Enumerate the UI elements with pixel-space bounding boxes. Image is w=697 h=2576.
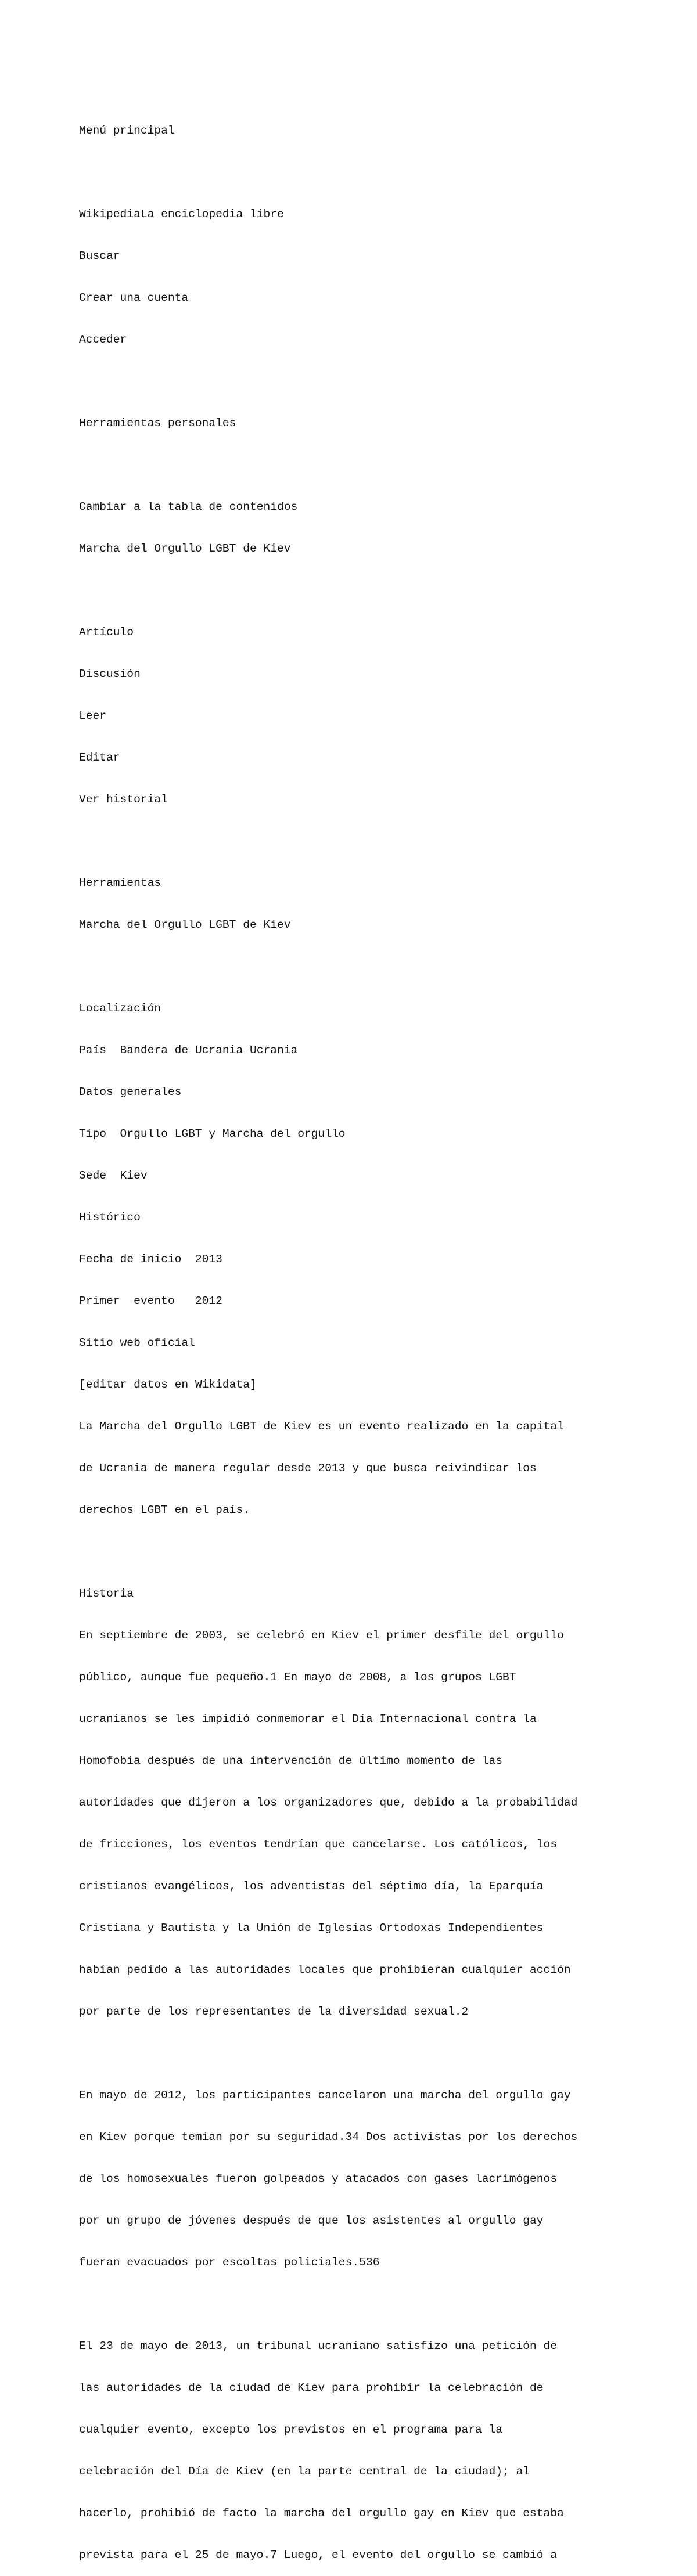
- paragraph-line: por parte de los representantes de la diversidad sexual.2: [79, 2005, 469, 2018]
- paragraph-line: fueran evacuados por escoltas policiales.536: [79, 2256, 380, 2269]
- personal-tools-button[interactable]: Herramientas personales: [79, 417, 236, 430]
- create-account-link[interactable]: Crear una cuenta: [79, 291, 189, 304]
- main-menu-button[interactable]: Menú principal: [79, 124, 175, 137]
- tab-article[interactable]: Artículo: [79, 626, 134, 639]
- paragraph-line: Homofobia después de una intervención de último momento de las: [79, 1754, 503, 1767]
- paragraph-line: En mayo de 2012, los participantes cancelaron una marcha del orgullo gay: [79, 2089, 571, 2102]
- paragraph-line: autoridades que dijeron a los organizadores que, debido a la probabilidad: [79, 1796, 578, 1809]
- infobox-row-country[interactable]: País Bandera de Ucrania Ucrania: [79, 1044, 298, 1057]
- tab-talk[interactable]: Discusión: [79, 668, 141, 680]
- section-heading-history: Historia: [79, 1587, 134, 1600]
- paragraph-line: las autoridades de la ciudad de Kiev para prohibir la celebración de: [79, 2382, 544, 2394]
- paragraph-line: prevista para el 25 de mayo.7 Luego, el evento del orgullo se cambió a: [79, 2549, 558, 2561]
- page-content: [79, 96, 660, 2576]
- paragraph-line: celebración del Día de Kiev (en la parte central de la ciudad); al: [79, 2465, 530, 2478]
- login-link[interactable]: Acceder: [79, 333, 127, 346]
- intro-line: La Marcha del Orgullo LGBT de Kiev es un evento realizado en la capital: [79, 1420, 564, 1433]
- paragraph-line: cristianos evangélicos, los adventistas del séptimo día, la Eparquía: [79, 1880, 544, 1893]
- wikidata-edit-link[interactable]: [editar datos en Wikidata]: [79, 1378, 257, 1391]
- tab-read[interactable]: Leer: [79, 709, 107, 722]
- paragraph-line: En septiembre de 2003, se celebró en Kiev el primer desfile del orgullo: [79, 1629, 564, 1642]
- tab-edit[interactable]: Editar: [79, 751, 120, 764]
- infobox-row-website[interactable]: Sitio web oficial: [79, 1336, 195, 1349]
- infobox-section-location: Localización: [79, 1002, 161, 1015]
- infobox-row-seat[interactable]: Sede Kiev: [79, 1169, 148, 1182]
- spacer: [79, 374, 660, 388]
- page-title: Marcha del Orgullo LGBT de Kiev: [79, 542, 291, 555]
- spacer: [79, 2297, 660, 2311]
- paragraph-line: público, aunque fue pequeño.1 En mayo de 2008, a los grupos LGBT: [79, 1671, 516, 1684]
- spacer: [79, 2047, 660, 2060]
- paragraph-line: habían pedido a las autoridades locales que prohibieran cualquier acción: [79, 1963, 571, 1976]
- paragraph-line: hacerlo, prohibió de facto la marcha del orgullo gay en Kiev que estaba: [79, 2507, 564, 2520]
- intro-line: derechos LGBT en el país.: [79, 1504, 250, 1516]
- spacer: [79, 458, 660, 472]
- paragraph-line: ucranianos se les impidió conmemorar el Día Internacional contra la: [79, 1713, 537, 1725]
- search-link[interactable]: Buscar: [79, 250, 120, 262]
- paragraph-line: por un grupo de jóvenes después de que los asistentes al orgullo gay: [79, 2214, 544, 2227]
- infobox-row-type[interactable]: Tipo Orgullo LGBT y Marcha del orgullo: [79, 1127, 346, 1140]
- tools-button[interactable]: Herramientas: [79, 877, 161, 889]
- paragraph-line: en Kiev porque temían por su seguridad.34 Dos activistas por los derechos: [79, 2131, 578, 2143]
- infobox-title: Marcha del Orgullo LGBT de Kiev: [79, 918, 291, 931]
- spacer: [79, 165, 660, 179]
- paragraph-line: El 23 de mayo de 2013, un tribunal ucraniano satisfizo una petición de: [79, 2340, 558, 2352]
- spacer: [79, 960, 660, 974]
- spacer: [79, 1545, 660, 1559]
- paragraph-line: de los homosexuales fueron golpeados y atacados con gases lacrimógenos: [79, 2173, 558, 2185]
- infobox-row-start-date: Fecha de inicio 2013: [79, 1253, 222, 1266]
- infobox-section-general: Datos generales: [79, 1086, 182, 1098]
- toggle-toc-button[interactable]: Cambiar a la tabla de contenidos: [79, 500, 298, 513]
- paragraph-line: Cristiana y Bautista y la Unión de Iglesias Ortodoxas Independientes: [79, 1922, 544, 1934]
- wikipedia-logo[interactable]: WikipediaLa enciclopedia libre: [79, 208, 284, 221]
- infobox-section-history: Histórico: [79, 1211, 141, 1224]
- tab-history[interactable]: Ver historial: [79, 793, 168, 806]
- spacer: [79, 583, 660, 597]
- infobox-row-first-event: Primer evento 2012: [79, 1295, 222, 1307]
- spacer: [79, 834, 660, 848]
- paragraph-line: cualquier evento, excepto los previstos en el programa para la: [79, 2423, 503, 2436]
- intro-line: de Ucrania de manera regular desde 2013 y que busca reivindicar los: [79, 1462, 537, 1475]
- paragraph-line: de fricciones, los eventos tendrían que cancelarse. Los católicos, los: [79, 1838, 558, 1851]
